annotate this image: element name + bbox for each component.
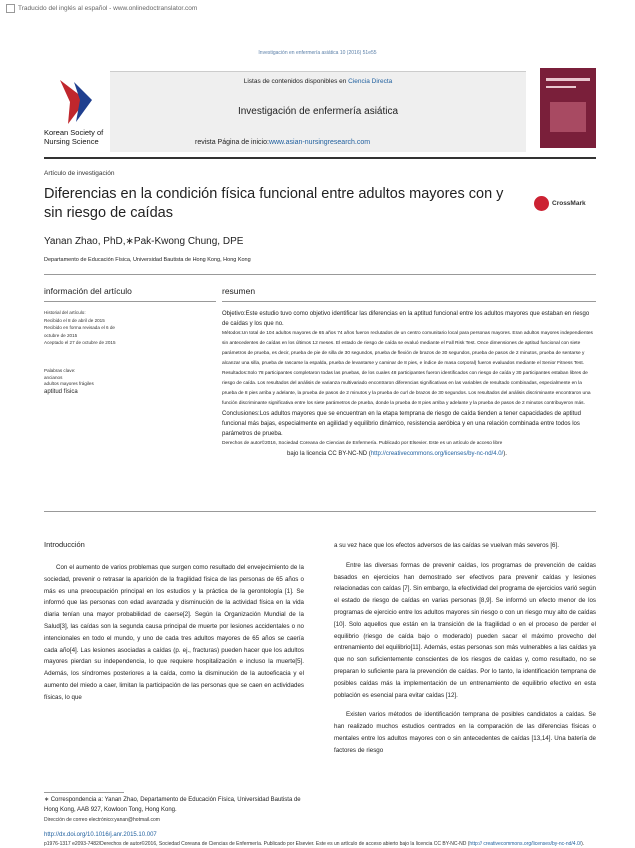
intro-paragraph: Existen varios métodos de identificación temprana de posibles candidatos a caídas. Se han realizado muchos estudios centrados en la comparación de las diferencias físicas o mentales entre los adultos mayores con o sin antecedentes de caídas [13,14]. Una batería de factores de riesgo <box>334 711 596 754</box>
translate-icon <box>6 4 15 13</box>
issn-license-link[interactable]: http:// creativecommons.org/licenses/by-nc-nd/4.0/ <box>469 841 582 847</box>
keywords <box>44 368 216 396</box>
crossmark-button[interactable] <box>534 196 586 211</box>
authors: Yanan Zhao, PhD,∗Pak-Kwong Chung, DPE <box>44 236 244 247</box>
footnote <box>44 795 304 825</box>
journal-citation[interactable]: Investigación en enfermería asiática 10 (2016) 51e55 <box>258 50 377 56</box>
section-rule <box>44 274 596 275</box>
history-line: Recibido el 8 de abril de 2015 <box>44 317 105 323</box>
translator-bar[interactable] <box>6 4 197 13</box>
email-note[interactable]: Dirección de correo electrónico:yanan@hotmail.com <box>44 817 160 823</box>
translator-text: Traducido del inglés al español - www.onlinedoctranslator.com <box>18 5 198 12</box>
header-rule <box>44 157 596 159</box>
history-line: Aceptado el 27 de octubre de 2015 <box>44 340 116 345</box>
issn-line <box>44 841 596 848</box>
abstract-methods: Métodos:Un total de 104 adultos mayores de 65 años 74 años fueron reclutados de un centro comunitario local para personas mayores. Eran adultos mayores independientes sin antecedentes de caídas en los últimos 12 meses. El estado de riesgo de caída se evaluó mediante el Fall Risk Test. Once dimensiones de aptitud funcional con siete parámetros de prueba, es decir, prueba de pie de silla de 30 segundos, prueba de flexión de brazos de 30 segundos, prueba de pasos de 2 minutos, prueba de sentarse y alcanzar una silla, prueba de rascarse la espalda, prueba de levantarse y caminar de 8 pies, e índice de masa corporal) fueron evaluados mediante el Senior Fitness Test. <box>222 331 593 366</box>
doi-link[interactable]: http://dx.doi.org/10.1016/j.anr.2015.10.007 <box>44 832 157 838</box>
contents-line <box>110 78 526 85</box>
journal-cover-image <box>540 68 596 148</box>
abstract-objective: Objetivo:Este estudio tuvo como objetivo identificar las diferencias en la aptitud funcional entre los adultos mayores que estaban en riesgo de caídas y los que no. <box>222 311 590 327</box>
society-logo <box>46 78 106 126</box>
history-line: Recibido en forma revisada el 6 de <box>44 325 115 330</box>
intro-left-column: Con el aumento de varios problemas que surgen como resultado del envejecimiento de la sociedad, prevenir o retrasar la aparición de la fragilidad física de las personas de 65 años o más es una preocupación principal en los estudios y la práctica de la gerontología [1]. Se informó que las personas con edad avanzada y disminución de la actividad física en la vida diaria tenían una mayor probabilidad de caerse[2]. Según la Organización Mundial de la Salud[3], las caídas son la segunda causa principal de muerte por lesiones accidentales o no intencionales en todo el mundo, y uno de cada tres adultos mayores de 65 años se caería cada año[4]. Las lesiones asociadas a caídas (p. ej., fracturas) pueden hacer que los adultos mayores pierdan su independencia, lo que requiere hospitalización e incluso la muerte[5]. Además, los síndromes posteriores a la caída, como la disminución de la autoeficacia y el aumento del miedo a caer, limitan la participación de las personas que se caen en actividades físicas, lo que <box>44 564 304 701</box>
issn-text: p1976-1317 e2093-7482/Derechos de autor©2016, Sociedad Coreana de Ciencias de Enfermería. Publicado por Elsevier. Este es un artículo de acceso abierto bajo la licencia CC BY-NC-ND ( <box>44 841 470 847</box>
abstract-copyright: Derechos de autor©2016, Sociedad Coreana de Ciencias de Enfermería. Publicado por Elsevier. Este es un artículo de acceso libre <box>222 441 503 446</box>
keyword: aptitud física <box>44 388 78 395</box>
history-line: octubre de 2015 <box>44 332 78 338</box>
license-suffix: ). <box>503 451 507 457</box>
issn-suffix: ). <box>581 841 585 847</box>
license-link[interactable]: http://creativecommons.org/licenses/by-nc-nd/4.0/ <box>370 451 504 457</box>
keyword: ancianos <box>44 374 63 380</box>
keyword: adultos mayores frágiles <box>44 381 94 386</box>
abstract-conclusions: Conclusiones:Los adultos mayores que se encuentran en la etapa temprana de riesgo de caída tienden a tener capacidades de aptitud funcional más bajas, especialmente en agilidad y equilibrio dinámico, resistencia aeróbica y en una relación combinada entre todos los parámetros de prueba. <box>222 411 581 437</box>
keywords-label: Palabras clave: <box>44 368 76 373</box>
abstract-license <box>222 449 596 459</box>
history-line: Historial del artículo: <box>44 310 86 315</box>
abstract-bottom-rule <box>44 511 596 512</box>
homepage-line <box>195 139 370 146</box>
license-prefix: bajo la licencia CC BY-NC-ND ( <box>287 451 371 457</box>
article-title: Diferencias en la condición física funcional entre adultos mayores con y sin riesgo de caídas <box>44 186 504 221</box>
correspondence-note: ∗ Correspondencia a: Yanan Zhao, Departamento de Educación Física, Universidad Bautista de Hong Kong, AAB 927, Kowloon Tong, Hong Kong. <box>44 797 301 813</box>
abstract-heading: resumen <box>222 286 256 296</box>
crossmark-label: CrossMark <box>552 200 586 207</box>
footnote-rule <box>44 792 124 793</box>
article-type: Artículo de investigación <box>44 170 115 177</box>
article-history <box>44 309 216 347</box>
article-info-rule <box>44 301 216 302</box>
intro-paragraph: Entre las diversas formas de prevenir caídas, los programas de prevención de caídas basados en ejercicios han demostrado ser efectivos para prevenir caídas y lesiones relacionadas con caídas [7]. Sin embargo, la efectividad del programa de ejercicios varió según el estado de riesgo de caídas en varias personas [8,9]. Se informó un efecto menor de los programas de ejercicio entre los adultos mayores sin riesgo o con un riesgo muy alto de caídas [10]. Solo aquellos que están en la transición de la fragilidad o en el proceso de perder el equilibrio (riesgo de caída bajo o moderado) pueden sacar el máximo provecho del entrenamiento del equilibrio[11]. Además, estas personas son más vulnerables a las caídas ya que no son suficientemente conscientes de los riesgos de caídas y, como resultado, no se preparan lo suficiente para la prevención de caídas. Por lo tanto, la identificación temprana de posibles caídas más la implementación de un entrenamiento de equilibrio efectivo en esta población es esencial para evitar caídas [12]. <box>334 561 596 699</box>
society-name-line: Korean Society of Nursing Science <box>44 128 104 146</box>
science-direct-link[interactable]: Ciencia Directa <box>348 78 393 85</box>
header-journal-title: Investigación de enfermería asiática <box>237 106 399 117</box>
intro-paragraph: a su vez hace que los efectos adversos de las caídas se vuelvan más severos [6]. <box>334 542 559 549</box>
abstract-body <box>222 309 596 459</box>
affiliation: Departamento de Educación Física, Universidad Bautista de Hong Kong, Hong Kong <box>44 257 251 263</box>
homepage-prefix: revista Página de inicio: <box>195 139 269 146</box>
homepage-link[interactable]: www.asian-nursingresearch.com <box>268 139 371 146</box>
abstract-results: Resultados:Solo 78 participantes completaron todas las pruebas, de los cuales 48 participantes fueron identificados con riesgo de caída y 30 participantes estaban libres de riesgo de caída. Los resultados del análisis de varianza multivariado encontraron diferencias significativas en las variables de resultado combinadas, especialmente en la prueba de 8 pies arriba y adelante, la prueba de pasos de 2 minutos y la prueba de curl de brazos de 30 segundos. Los resultados del análisis discriminante encontraron una función discriminante significativa entre los siete parámetros de prueba, donde la prueba de 8 pies arriba y adelante y la prueba de pasos de 2 minutos contribuyeron más. <box>222 371 591 406</box>
abstract-rule <box>222 301 596 302</box>
contents-prefix: Listas de contenidos disponibles en <box>243 78 349 85</box>
cover-art <box>540 68 596 148</box>
article-info-heading: información del artículo <box>44 286 132 296</box>
introduction-heading: Introducción <box>44 540 85 549</box>
society-name <box>44 128 103 146</box>
crossmark-icon <box>534 196 549 211</box>
intro-right-column <box>334 540 596 765</box>
